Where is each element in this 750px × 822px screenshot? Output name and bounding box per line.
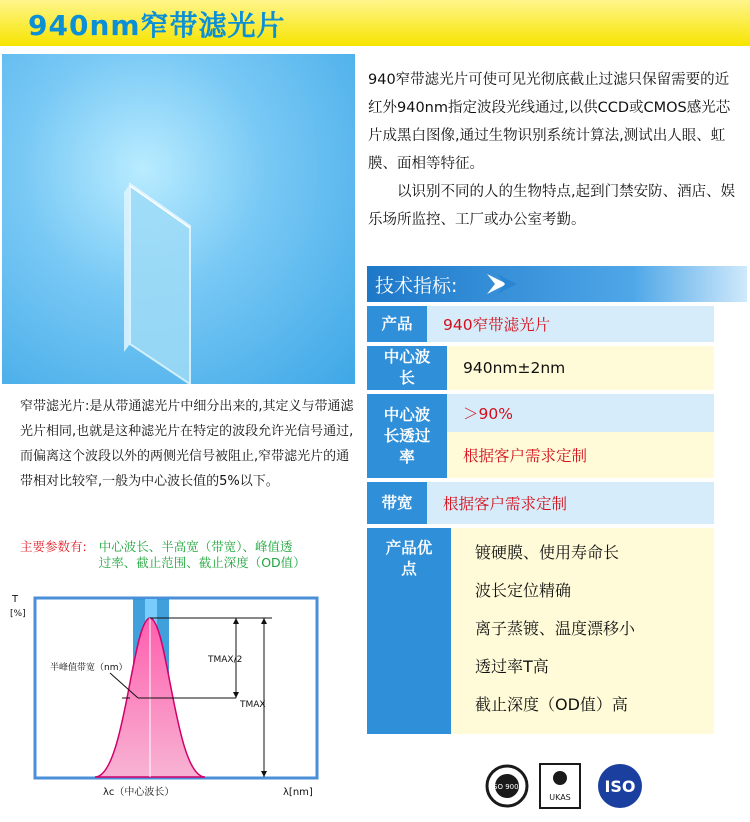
iso-logo-icon — [598, 764, 642, 808]
ukas-logo-icon — [540, 764, 580, 808]
intro-paragraph-2: 以识别不同的人的生物特点,起到门禁安防、酒店、娱乐场所监控、工厂或办公室考勤。 — [368, 184, 736, 228]
center-wavelength-label: λc（中心波长） — [103, 787, 175, 798]
fwhm-label: 半峰值带宽（nm） — [50, 663, 128, 673]
spec-row-transmittance — [367, 394, 714, 482]
spec-header — [367, 266, 747, 302]
spec-label-bandwidth: 带宽 — [367, 482, 427, 524]
advantage-item: 波长定位精确 — [475, 581, 572, 600]
spec-label-product: 产品 — [367, 306, 427, 342]
y-axis-unit: [%] — [10, 609, 26, 619]
spec-row-bandwidth — [367, 482, 714, 528]
transmission-curve-diagram — [0, 590, 360, 815]
tmax-half-label: TMAX/2 — [208, 655, 243, 665]
advantage-item: 镀硬膜、使用寿命长 — [475, 543, 620, 562]
advantage-item: 截止深度（OD值）高 — [475, 695, 628, 714]
x-axis-label: λ[nm] — [283, 787, 313, 798]
svg-text:ISO 9001: ISO 9001 — [490, 783, 524, 791]
advantages-list — [451, 528, 714, 734]
advantage-item: 离子蒸镀、温度漂移小 — [475, 619, 636, 638]
title-banner — [0, 0, 750, 46]
spec-row-product — [367, 306, 714, 346]
product-photo — [2, 54, 355, 384]
page-title: 940nm窄带滤光片 — [28, 9, 286, 42]
intro-paragraph-1: 940窄带滤光片可使可见光彻底截止过滤只保留需要的近红外940nm指定波段光线通过,以供CCD或CMOS感光芯片成黑白图像,通过生物识别系统计算法,测试出人眼、虹膜、面相等特征。 — [368, 72, 731, 172]
spec-value-wavelength: 940nm±2nm — [447, 346, 714, 390]
filter-glass-illustration — [2, 54, 355, 384]
spec-row-wavelength — [367, 346, 714, 394]
y-axis-label: T — [12, 594, 19, 605]
tmax-label: TMAX — [240, 700, 266, 710]
transmission-diagram — [0, 590, 360, 815]
definition-text: 窄带滤光片:是从带通滤光片中细分出来的,其定义与带通滤光片相同,也就是这种滤光片在特定的波段允许光信号通过,而偏离这个波段以外的两侧光信号被阻止,窄带滤光片的通带相对比较窄,一般为中心波长值的5%以下。 — [20, 399, 354, 489]
spec-header-label: 技术指标: — [375, 275, 458, 297]
parameters-lead: 主要参数有: — [20, 539, 87, 554]
certification-logos — [485, 756, 655, 818]
parameters-list: 中心波长、半高宽（带宽）、峰值透过率、截止范围、截止深度（OD值） — [98, 539, 306, 570]
svg-text:ISO: ISO — [604, 777, 636, 796]
intro-text — [368, 66, 740, 234]
svg-text:UKAS: UKAS — [549, 793, 571, 802]
iso9001-seal-icon — [487, 766, 527, 806]
spec-value-transmittance-custom: 根据客户需求定制 — [447, 432, 714, 478]
main-parameters — [20, 539, 350, 571]
arrow-icon — [485, 272, 521, 296]
spec-label-wavelength: 中心波长 — [367, 346, 447, 390]
advantage-item: 透过率T高 — [475, 657, 549, 676]
spec-value-bandwidth: 根据客户需求定制 — [427, 482, 714, 524]
spec-label-transmittance: 中心波长透过率 — [367, 394, 447, 478]
spec-row-advantages — [367, 528, 714, 734]
spec-label-advantages: 产品优点 — [367, 528, 451, 734]
spec-table — [367, 306, 714, 734]
spec-value-transmittance: ＞90% — [447, 394, 714, 432]
spec-value-product: 940窄带滤光片 — [427, 306, 714, 342]
